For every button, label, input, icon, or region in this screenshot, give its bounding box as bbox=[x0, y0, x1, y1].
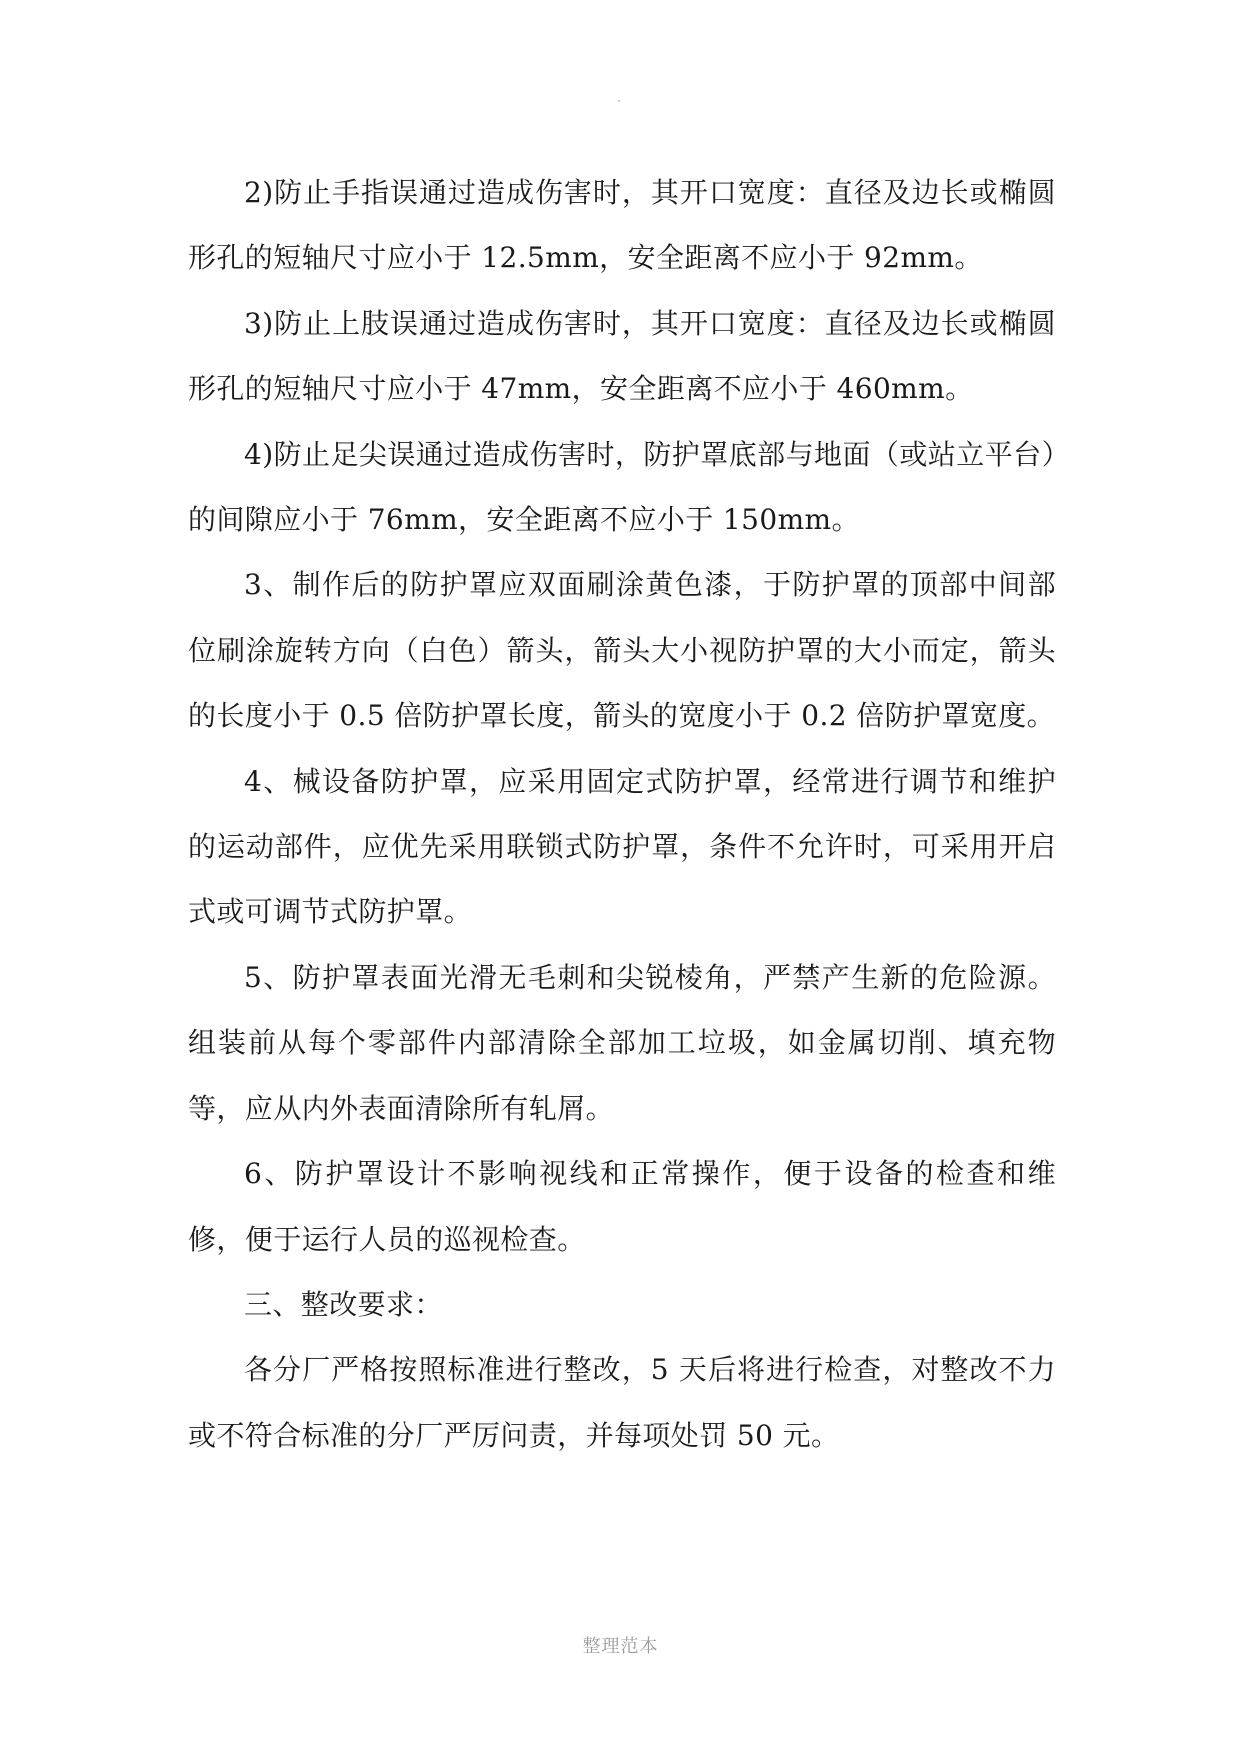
paragraph-guard-types: 4、械设备防护罩，应采用固定式防护罩，经常进行调节和维护的运动部件，应优先采用联锁式防护罩，条件不允许时，可采用开启式或可调节式防护罩。 bbox=[188, 764, 1056, 929]
page-footer: 整理范本 bbox=[582, 1636, 659, 1657]
document-body bbox=[188, 160, 1056, 1468]
paragraph-finger-clearance: 2)防止手指误通过造成伤害时，其开口宽度：直径及边长或椭圆形孔的短轴尺寸应小于 12.5mm，安全距离不应小于 92mm。 bbox=[188, 176, 1056, 275]
header-mark bbox=[618, 100, 620, 102]
paragraph-toe-clearance: 4)防止足尖误通过造成伤害时，防护罩底部与地面（或站立平台）的间隙应小于 76mm，安全距离不应小于 150mm。 bbox=[188, 437, 1056, 537]
paragraph-paint-arrow: 3、制作后的防护罩应双面刷涂黄色漆，于防护罩的顶部中间部位刷涂旋转方向（白色）箭头，箭头大小视防护罩的大小而定，箭头的长度小于 0.5 倍防护罩长度，箭头的宽度小于 0.2 倍防护罩宽度。 bbox=[188, 568, 1056, 733]
paragraph-upper-limb-clearance: 3)防止上肢误通过造成伤害时，其开口宽度：直径及边长或椭圆形孔的短轴尺寸应小于 47mm，安全距离不应小于 460mm。 bbox=[188, 306, 1056, 406]
paragraph-surface-finish: 5、防护罩表面光滑无毛刺和尖锐棱角，严禁产生新的危险源。组装前从每个零部件内部清除全部加工垃圾，如金属切削、填充物等，应从内外表面清除所有轧屑。 bbox=[188, 960, 1056, 1125]
section-heading-rectification: 三、整改要求： bbox=[244, 1287, 443, 1321]
paragraph-visibility: 6、防护罩设计不影响视线和正常操作，便于设备的检查和维修，便于运行人员的巡视检查。 bbox=[188, 1157, 1056, 1256]
paragraph-rectification-requirements: 各分厂严格按照标准进行整改，5 天后将进行检查，对整改不力或不符合标准的分厂严厉问责，并每项处罚 50 元。 bbox=[188, 1353, 1056, 1452]
